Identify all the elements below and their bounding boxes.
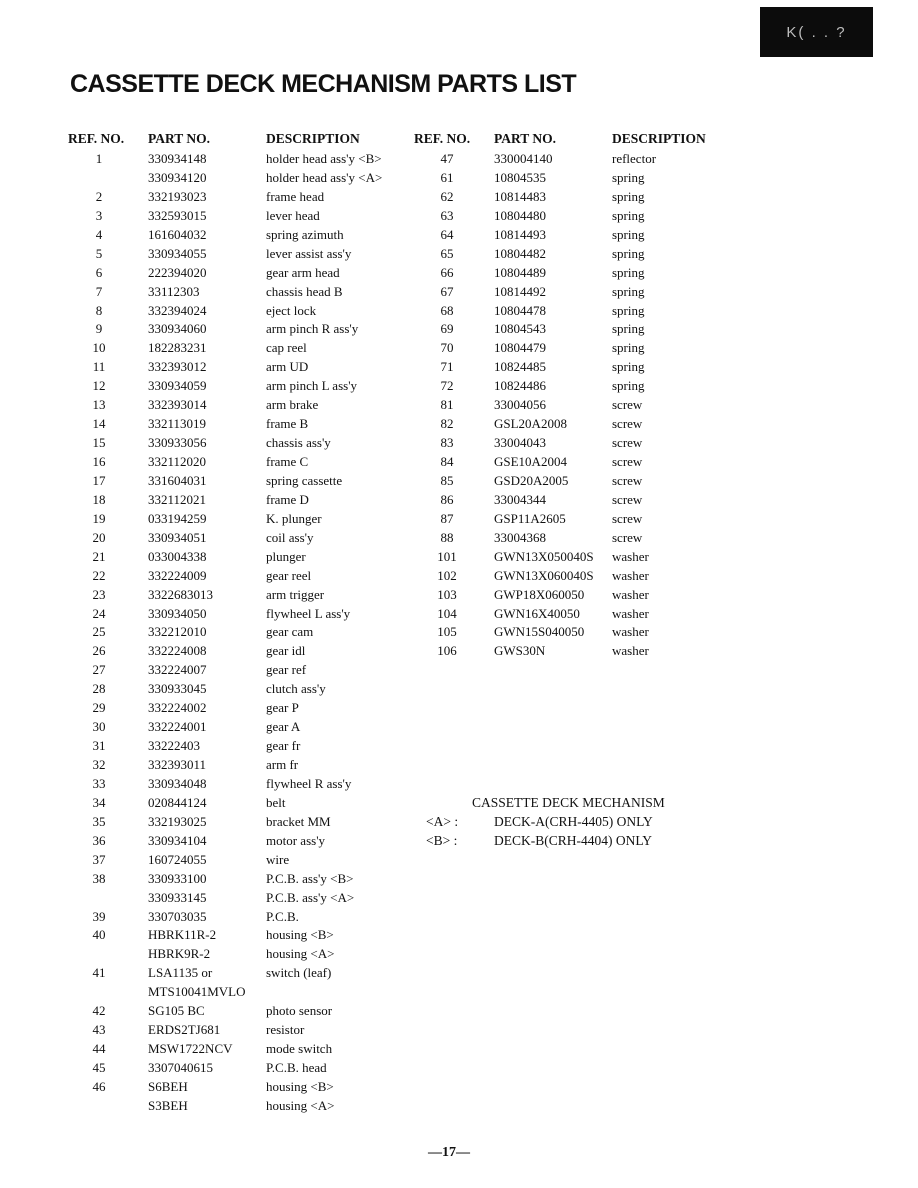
ref-no-cell: 81 (440, 397, 454, 413)
part-no-cell: MSW1722NCV (148, 1041, 233, 1057)
part-no-cell: 33004043 (494, 435, 546, 451)
part-no-cell: 3307040615 (148, 1060, 213, 1075)
right-ref-column (426, 150, 468, 661)
description-cell: arm UD (266, 359, 309, 375)
description-cell: gear cam (266, 624, 314, 640)
description-cell: gear ref (266, 662, 307, 678)
part-no-cell: 3322683013 (148, 586, 213, 602)
part-no-cell: GSD20A2005 (494, 472, 569, 488)
right-part-column (494, 150, 594, 661)
part-no-cell: 330933145 (148, 889, 207, 905)
description-cell: frame B (266, 416, 309, 432)
ref-no-cell: 66 (440, 264, 454, 280)
description-cell: spring (612, 378, 645, 394)
ref-no-cell: 21 (92, 548, 106, 564)
part-no-cell: 161604032 (148, 226, 207, 242)
part-no-cell: 332112021 (148, 491, 207, 507)
description-cell: arm pinch L ass'y (266, 378, 358, 394)
ref-no-cell: 15 (92, 435, 106, 451)
description-cell: belt (266, 794, 286, 810)
ref-no-cell: 30 (92, 719, 106, 735)
description-cell: arm pinch R ass'y (266, 321, 359, 337)
left-desc-column (266, 150, 382, 1116)
part-no-cell: 330934059 (148, 378, 207, 394)
part-no-cell: 332393012 (148, 359, 207, 375)
description-cell: washer (612, 586, 649, 602)
description-cell: gear fr (266, 738, 301, 754)
description-cell: chassis ass'y (266, 435, 331, 451)
description-cell: spring (612, 283, 645, 299)
left-ref-column (78, 150, 120, 1116)
ref-no-cell: 28 (92, 681, 106, 697)
ref-no-cell: 63 (440, 207, 454, 223)
part-no-cell: 330934055 (148, 245, 207, 261)
ref-no-cell: 88 (440, 529, 454, 545)
ref-no-cell: 64 (440, 226, 454, 242)
ref-no-cell: 87 (440, 510, 454, 526)
ref-no-cell: 101 (437, 548, 457, 564)
description-cell: plunger (266, 548, 306, 564)
part-no-cell: ERDS2TJ681 (148, 1022, 221, 1038)
note-b-key: <B> : (426, 833, 458, 848)
description-cell: arm brake (266, 397, 319, 413)
ref-no-cell: 68 (440, 302, 454, 318)
ref-no-cell: 3 (95, 207, 103, 223)
part-no-cell: 033194259 (148, 510, 207, 526)
ref-no-cell: 34 (92, 794, 106, 810)
part-no-cell: 330934048 (148, 775, 207, 791)
description-cell (266, 983, 382, 1002)
ref-no-cell: 20 (92, 529, 106, 545)
description-cell: spring (612, 245, 645, 261)
part-no-cell: 330934051 (148, 529, 207, 545)
description-cell: housing <A> (266, 946, 335, 962)
part-no-cell: HBRK11R-2 (148, 927, 217, 943)
description-cell: washer (612, 548, 649, 564)
left-desc-header: DESCRIPTION (266, 131, 360, 146)
description-cell: screw (612, 454, 643, 469)
part-no-cell: 330933100 (148, 870, 207, 886)
part-no-cell: 330934120 (148, 169, 207, 185)
description-cell: spring (612, 226, 645, 242)
description-cell: clutch ass'y (266, 681, 326, 697)
description-cell: screw (612, 510, 643, 526)
description-cell: housing <A> (266, 1097, 335, 1113)
part-no-cell: 10814483 (494, 188, 546, 204)
ref-no-cell: 44 (92, 1041, 106, 1057)
description-cell: screw (612, 416, 643, 432)
description-cell: spring (612, 169, 645, 185)
part-no-cell: GWN16X40050 (494, 605, 580, 621)
part-no-cell: 331604031 (148, 472, 207, 488)
part-no-cell: 332224009 (148, 567, 207, 583)
part-no-cell: 330934148 (148, 151, 207, 166)
ref-no-cell (78, 983, 120, 1002)
part-no-cell: 332224002 (148, 700, 207, 716)
part-no-cell: 332224008 (148, 643, 207, 659)
description-cell: motor ass'y (266, 832, 326, 848)
description-cell: frame C (266, 454, 309, 469)
note-a-value: DECK-A(CRH-4405) ONLY (494, 814, 653, 829)
ref-no-cell: 1 (95, 151, 103, 166)
ref-no-cell: 14 (92, 416, 106, 432)
description-cell: reflector (612, 151, 657, 166)
part-no-cell: 33004344 (494, 491, 546, 507)
description-cell: coil ass'y (266, 529, 314, 545)
part-no-cell: 332224007 (148, 662, 207, 678)
ref-no-cell: 5 (95, 245, 103, 261)
ref-no-cell: 19 (92, 510, 106, 526)
part-no-cell: 332593015 (148, 207, 207, 223)
part-no-cell: 332394024 (148, 302, 207, 318)
ref-no-cell: 103 (437, 586, 457, 602)
ref-no-cell: 84 (440, 454, 454, 469)
ref-no-cell: 22 (92, 567, 106, 583)
description-cell: spring (612, 207, 645, 223)
ref-no-cell: 70 (440, 340, 454, 356)
part-no-cell: 332193023 (148, 188, 207, 204)
ref-no-cell: 25 (92, 624, 106, 640)
part-no-cell: 332113019 (148, 416, 207, 432)
part-no-cell: GWN13X050040S (494, 548, 594, 564)
description-cell: spring (612, 359, 645, 375)
description-cell: washer (612, 624, 649, 640)
ref-no-cell: 41 (92, 965, 106, 981)
description-cell: gear reel (266, 567, 312, 583)
ref-no-cell: 11 (92, 359, 106, 375)
description-cell: P.C.B. (266, 908, 299, 924)
description-cell: P.C.B. ass'y <B> (266, 870, 354, 886)
ref-no-cell: 40 (92, 927, 106, 943)
description-cell: photo sensor (266, 1003, 333, 1019)
ref-no-cell: 26 (92, 643, 106, 659)
ref-no-cell: 46 (92, 1078, 106, 1094)
part-no-cell: 10804479 (494, 340, 546, 356)
part-no-cell: GSE10A2004 (494, 454, 567, 469)
description-cell: chassis head B (266, 283, 343, 299)
part-no-cell: 10804489 (494, 264, 546, 280)
part-no-cell: GWS30N (494, 643, 546, 659)
description-cell: switch (leaf) (266, 965, 332, 981)
part-no-cell: 330933045 (148, 681, 207, 697)
description-cell: K. plunger (266, 510, 322, 526)
ref-no-cell: 33 (92, 775, 106, 791)
part-no-cell: 330703035 (148, 908, 207, 924)
part-no-cell: 160724055 (148, 851, 207, 867)
description-cell: eject lock (266, 302, 317, 318)
ref-no-cell: 37 (92, 851, 106, 867)
corner-tab-label: K( . . ? (760, 7, 873, 57)
ref-no-cell: 23 (92, 586, 106, 602)
ref-no-cell: 10 (92, 340, 106, 356)
part-no-cell: 10804480 (494, 207, 546, 223)
part-no-cell: 182283231 (148, 340, 207, 356)
description-cell: lever head (266, 207, 320, 223)
part-no-cell: SG105 BC (148, 1003, 205, 1019)
ref-no-cell: 35 (92, 813, 106, 829)
description-cell: cap reel (266, 340, 307, 356)
part-no-cell: GSL20A2008 (494, 416, 567, 432)
description-cell: screw (612, 529, 643, 545)
ref-no-cell: 47 (440, 151, 454, 166)
ref-no-cell: 69 (440, 321, 454, 337)
ref-no-cell (78, 169, 120, 188)
ref-no-cell: 102 (437, 567, 457, 583)
part-no-cell: 33004368 (494, 529, 546, 545)
description-cell: screw (612, 472, 643, 488)
ref-no-cell: 67 (440, 283, 454, 299)
description-cell: screw (612, 491, 643, 507)
description-cell: spring (612, 340, 645, 356)
part-no-cell: S3BEH (148, 1097, 188, 1113)
ref-no-cell: 83 (440, 435, 454, 451)
ref-no-cell: 6 (95, 264, 103, 280)
part-no-cell: 10824485 (494, 359, 546, 375)
part-no-cell: 10814493 (494, 226, 546, 242)
ref-no-cell: 7 (95, 283, 103, 299)
ref-no-cell: 65 (440, 245, 454, 261)
part-no-cell: 020844124 (148, 794, 207, 810)
part-no-cell: GSP11A2605 (494, 510, 566, 526)
description-cell: housing <B> (266, 1078, 334, 1094)
part-no-cell: 332193025 (148, 813, 207, 829)
part-no-cell: 10814492 (494, 283, 546, 299)
description-cell: screw (612, 435, 643, 451)
left-part-header: PART NO. (148, 131, 211, 146)
description-cell: bracket MM (266, 813, 331, 829)
part-no-cell: 33004056 (494, 397, 546, 413)
ref-no-cell: 43 (92, 1022, 106, 1038)
ref-no-cell: 105 (437, 624, 457, 640)
ref-no-cell: 72 (440, 378, 454, 394)
ref-no-cell: 2 (95, 188, 103, 204)
part-no-cell: 332224001 (148, 719, 207, 735)
description-cell: arm trigger (266, 586, 325, 602)
right-desc-header: DESCRIPTION (612, 131, 706, 146)
description-cell: flywheel R ass'y (266, 775, 352, 791)
ref-no-cell: 82 (440, 416, 454, 432)
ref-no-cell: 16 (92, 454, 106, 469)
right-part-header: PART NO. (494, 131, 557, 146)
ref-no-cell: 18 (92, 491, 106, 507)
description-cell: washer (612, 605, 649, 621)
description-cell: spring (612, 321, 645, 337)
ref-no-cell: 39 (92, 908, 106, 924)
part-no-cell: 330934060 (148, 321, 207, 337)
part-no-cell: HBRK9R-2 (148, 946, 211, 962)
description-cell: flywheel L ass'y (266, 605, 351, 621)
description-cell: spring cassette (266, 472, 343, 488)
ref-no-cell (78, 1097, 120, 1116)
part-no-cell: 332212010 (148, 624, 207, 640)
left-part-column (148, 150, 246, 1116)
part-no-cell: LSA1135 or (148, 965, 213, 981)
part-no-cell: 33112303 (148, 283, 200, 299)
ref-no-cell: 71 (440, 359, 454, 375)
ref-no-cell: 104 (437, 605, 457, 621)
ref-no-cell: 86 (440, 491, 454, 507)
ref-no-cell: 17 (92, 472, 106, 488)
description-cell: gear idl (266, 643, 306, 659)
part-no-cell: 330934050 (148, 605, 207, 621)
part-no-cell: 330933056 (148, 435, 207, 451)
part-no-cell: GWN13X060040S (494, 567, 594, 583)
ref-no-cell: 12 (92, 378, 106, 394)
ref-no-cell: 32 (92, 757, 106, 772)
ref-no-cell: 13 (92, 397, 106, 413)
ref-no-cell: 29 (92, 700, 106, 716)
ref-no-cell: 85 (440, 472, 454, 488)
description-cell: gear P (266, 700, 299, 716)
part-no-cell: 332393011 (148, 757, 207, 772)
part-no-cell: 033004338 (148, 548, 207, 564)
part-no-cell: 10804535 (494, 169, 546, 185)
part-no-cell: 10804478 (494, 302, 546, 318)
part-no-cell: 10824486 (494, 378, 546, 394)
description-cell: resistor (266, 1022, 305, 1038)
ref-no-cell: 42 (92, 1003, 106, 1019)
description-cell: gear A (266, 719, 301, 735)
part-no-cell: MTS10041MVLO (148, 984, 246, 1000)
description-cell: spring (612, 188, 645, 204)
description-cell: washer (612, 567, 649, 583)
right-ref-header: REF. NO. (414, 131, 471, 146)
part-no-cell: 222394020 (148, 264, 207, 280)
description-cell: spring azimuth (266, 226, 344, 242)
part-no-cell: 330934104 (148, 832, 207, 848)
ref-no-cell: 31 (92, 738, 106, 754)
description-cell: spring (612, 264, 645, 280)
note-a-key: <A> : (426, 814, 459, 829)
description-cell: gear arm head (266, 264, 340, 280)
ref-no-cell: 106 (437, 643, 457, 659)
ref-no-cell: 36 (92, 832, 106, 848)
part-no-cell: 332112020 (148, 454, 207, 469)
part-no-cell: 330004140 (494, 151, 553, 166)
part-no-cell: GWN15S040050 (494, 624, 585, 640)
part-no-cell: 332393014 (148, 397, 207, 413)
note-b-value: DECK-B(CRH-4404) ONLY (494, 833, 653, 848)
ref-no-cell (78, 889, 120, 908)
description-cell: frame head (266, 188, 325, 204)
ref-no-cell: 8 (95, 302, 103, 318)
ref-no-cell: 38 (92, 870, 106, 886)
ref-no-cell (78, 945, 120, 964)
part-no-cell: 10804543 (494, 321, 546, 337)
description-cell: arm fr (266, 757, 299, 772)
ref-no-cell: 45 (92, 1060, 106, 1075)
description-cell: P.C.B. ass'y <A> (266, 889, 355, 905)
page-number: —17— (428, 1145, 470, 1160)
description-cell: wire (266, 851, 290, 867)
description-cell: mode switch (266, 1041, 333, 1057)
right-desc-column (612, 150, 656, 661)
part-no-cell: 10804482 (494, 245, 546, 261)
ref-no-cell: 24 (92, 605, 106, 621)
description-cell: holder head ass'y <A> (266, 169, 383, 185)
description-cell: screw (612, 397, 643, 413)
part-no-cell: GWP18X060050 (494, 586, 585, 602)
description-cell: frame D (266, 491, 309, 507)
description-cell: holder head ass'y <B> (266, 151, 382, 166)
part-no-cell: 33222403 (148, 738, 200, 754)
description-cell: P.C.B. head (266, 1060, 327, 1075)
ref-no-cell: 62 (440, 188, 454, 204)
ref-no-cell: 27 (92, 662, 106, 678)
notes-heading: CASSETTE DECK MECHANISM (472, 795, 665, 810)
part-no-cell: S6BEH (148, 1078, 188, 1094)
description-cell: lever assist ass'y (266, 245, 352, 261)
description-cell: spring (612, 302, 645, 318)
ref-no-cell: 9 (95, 321, 103, 337)
description-cell: washer (612, 643, 649, 659)
description-cell: housing <B> (266, 927, 334, 943)
page-title: CASSETTE DECK MECHANISM PARTS LIST (70, 70, 577, 98)
ref-no-cell: 61 (440, 169, 454, 185)
left-ref-header: REF. NO. (68, 131, 125, 146)
ref-no-cell: 4 (95, 226, 103, 242)
